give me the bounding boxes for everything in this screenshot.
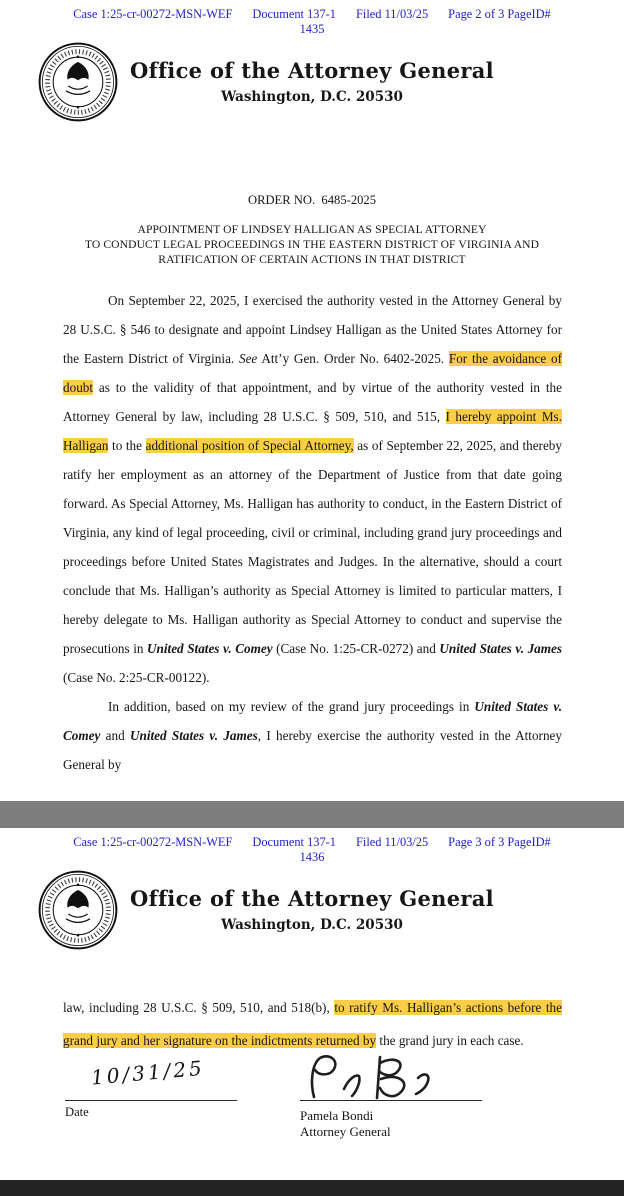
signer-name: Pamela Bondi — [300, 1108, 374, 1123]
stamp-document-number: Document 137-1 — [252, 7, 336, 21]
date-line — [65, 1100, 237, 1101]
ecf-stamp-row — [0, 7, 624, 21]
stamp-page-info: Page 2 of 3 PageID# — [448, 7, 551, 21]
signer-title: Attorney General — [300, 1124, 391, 1139]
letterhead-address: Washington, D.C. 20530 — [221, 89, 403, 105]
letterhead-address: Washington, D.C. 20530 — [221, 917, 403, 933]
body-column — [63, 991, 562, 1057]
document-title — [0, 222, 624, 267]
document-title-line-1: APPOINTMENT OF LINDSEY HALLIGAN AS SPECIAL ATTORNEY — [137, 223, 487, 236]
handwritten-date: 10/31/25 — [90, 1055, 206, 1090]
document-page-3 — [0, 828, 624, 1180]
body-paragraph-3: law, including 28 U.S.C. § 509, 510, and 518(b), to ratify Ms. Halligan’s actions before the grand jury and her signature on the indictments returned by the grand jury in each case. — [63, 1000, 562, 1048]
stamp-page-id: 1435 — [299, 22, 325, 36]
letterhead-office: Office of the Attorney General — [130, 58, 494, 83]
viewer-bottom-bar — [0, 1180, 624, 1196]
order-number: ORDER NO. 6485-2025 — [247, 193, 377, 207]
document-title-line-2: TO CONDUCT LEGAL PROCEEDINGS IN THE EASTERN DISTRICT OF VIRGINIA AND — [84, 238, 540, 251]
body-paragraph-1: On September 22, 2025, I exercised the authority vested in the Attorney General by 28 U.S.C. § 546 to designate and appoint Lindsey Halligan as the United States Attorney for the Eastern District of Virginia. See Att’y Gen. Order No. 6402-2025. For the avoidance of doubt as to the validity of that appointment, and by virtue of the authority vested in the Attorney General by law, including 28 U.S.C. § 509, 510, and 515, I hereby appoint Ms. Halligan to the additional position of Special Attorney, as of September 22, 2025, and thereby ratify her employment as an attorney of the Department of Justice from that date going forward. As Special Attorney, Ms. Halligan has authority to conduct, in the Eastern District of Virginia, any kind of legal proceeding, civil or criminal, including grand jury proceedings and proceedings before United States Magistrates and Judges. In the alternative, should a court conclude that Ms. Halligan’s authority as Special Attorney is limited to particular matters, I hereby delegate to Ms. Halligan authority as Special Attorney to conduct and supervise the prosecutions in United States v. Comey (Case No. 1:25-CR-0272) and United States v. James (Case No. 2:25-CR-00122). — [63, 293, 563, 685]
document-title-line-3: RATIFICATION OF CERTAIN ACTIONS IN THAT DISTRICT — [158, 253, 466, 266]
signature-line — [300, 1100, 482, 1101]
stamp-filed-date: Filed 11/03/25 — [356, 7, 429, 21]
body-paragraph-2: In addition, based on my review of the grand jury proceedings in United States v. Comey and United States v. James, I hereby exercise the authority vested in the Attorney General by — [63, 699, 562, 772]
stamp-page-id: 1436 — [299, 850, 325, 864]
stamp-case-number: Case 1:25-cr-00272-MSN-WEF — [73, 7, 233, 21]
ecf-stamp — [0, 835, 624, 864]
stamp-filed-date: Filed 11/03/25 — [356, 835, 429, 849]
ecf-stamp — [0, 7, 624, 36]
date-block — [65, 1055, 237, 1120]
bondi-signature-icon — [300, 1054, 470, 1100]
letterhead-office: Office of the Attorney General — [130, 886, 494, 911]
stamp-document-number: Document 137-1 — [252, 835, 336, 849]
ecf-stamp-row — [0, 835, 624, 849]
body-column — [63, 286, 562, 779]
stamp-page-info: Page 3 of 3 PageID# — [448, 835, 551, 849]
signature-block — [300, 1054, 482, 1140]
stamp-case-number: Case 1:25-cr-00272-MSN-WEF — [73, 835, 233, 849]
date-label: Date — [65, 1105, 89, 1119]
